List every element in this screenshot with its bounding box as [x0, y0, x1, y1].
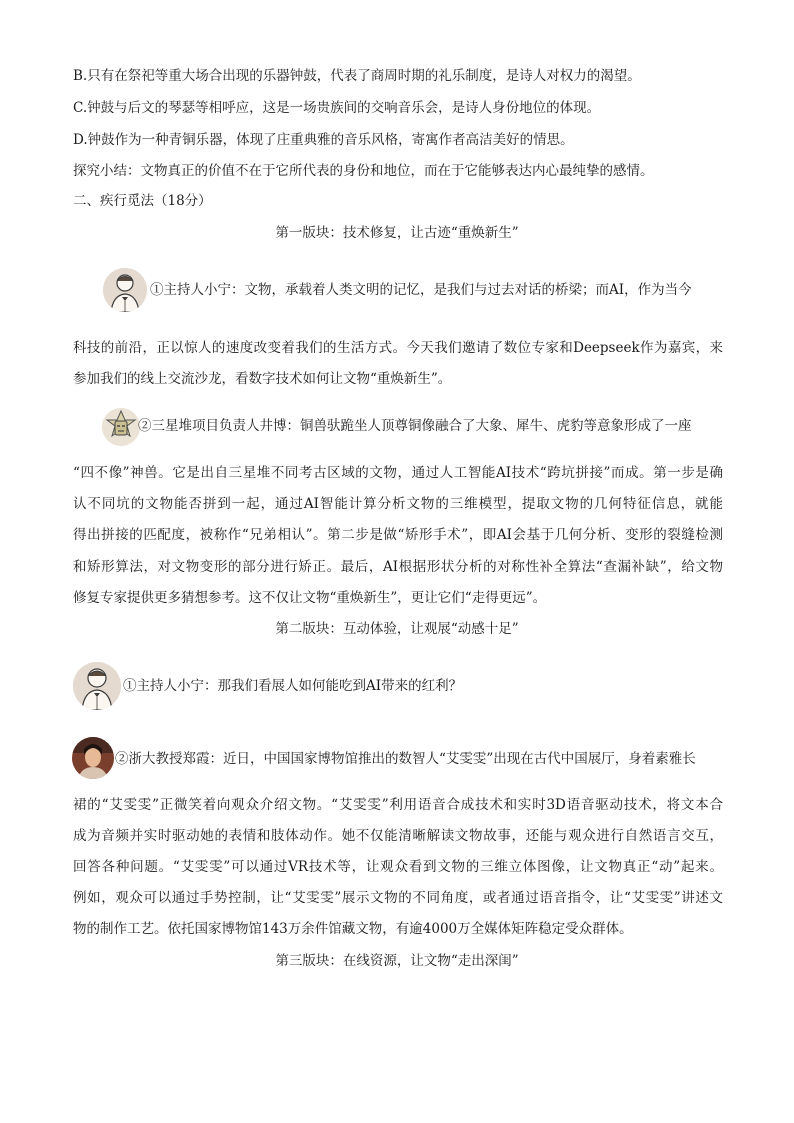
expert-speech-line-6: 修复专家提供更多猜想参考。这不仅让文物“重焕新生”，更让它们“走得更远”。 [73, 590, 547, 606]
block1-title: 第一版块：技术修复，让古迹“重焕新生” [275, 225, 519, 241]
host-speech-2: ①主持人小宁：那我们看展人如何能吃到AI带来的红利？ [123, 678, 463, 694]
block3-title: 第三版块：在线资源，让文物“走出深闺” [275, 953, 519, 969]
host-speech-1-line-2: 科技的前沿，正以惊人的速度改变着我们的生活方式。今天我们邀请了数位专家和Deepseek作为嘉宾，来 [73, 340, 723, 356]
professor-speech-line-6: 物的制作工艺。依托国家博物馆143万余件馆藏文物，有逾4000万全媒体矩阵稳定受众群体。 [73, 921, 633, 937]
expert-speech-line-4: 得出拼接的匹配度，被称作“兄弟相认”。第二步是做“矫形手术”，即AI会基于几何分析、变形的裂缝检测 [73, 527, 723, 543]
host-avatar [73, 662, 121, 710]
option-d: D.钟鼓作为一种青铜乐器，体现了庄重典雅的音乐风格，寄寓作者高洁美好的情思。 [73, 132, 574, 148]
professor-speech-line-5: 例如，观众可以通过手势控制，让“艾雯雯”展示文物的不同角度，或者通过语音指令，让“艾雯雯”讲述文 [73, 890, 723, 906]
professor-speech-line-4: 回答各种问题。“艾雯雯”可以通过VR技术等，让观众看到文物的三维立体图像，让文物真正“动”起来。 [73, 859, 723, 875]
option-b: B.只有在祭祀等重大场合出现的乐器钟鼓，代表了商周时期的礼乐制度，是诗人对权力的渴望。 [73, 68, 641, 84]
expert-speech-line-1: ②三星堆项目负责人井博：铜兽驮跪坐人顶尊铜像融合了大象、犀牛、虎豹等意象形成了一座 [138, 418, 692, 434]
professor-speech-line-1: ②浙大教授郑霞：近日，中国国家博物馆推出的数智人“艾雯雯”出现在古代中国展厅，身着素雅长 [115, 751, 696, 767]
host-speech-1-line-1: ①主持人小宁：文物，承载着人类文明的记忆，是我们与过去对话的桥梁；而AI，作为当今 [150, 282, 692, 298]
host-speech-1-line-3: 参加我们的线上交流沙龙，看数字技术如何让文物“重焕新生”。 [73, 371, 452, 387]
expert-speech-line-2: “四不像”神兽。它是出自三星堆不同考古区域的文物，通过人工智能AI技术“跨坑拼接”而成。第一步是确 [73, 465, 723, 481]
professor-speech-line-2: 裙的“艾雯雯”正微笑着向观众介绍文物。“艾雯雯”利用语音合成技术和实时3D语音驱动技术，将文本合 [73, 797, 723, 813]
expert-speech-line-3: 认不同坑的文物能否拼到一起，通过AI智能计算分析文物的三维模型，提取文物的几何特征信息，就能 [73, 496, 723, 512]
host-avatar [103, 268, 147, 312]
bronze-mask-avatar [102, 408, 140, 446]
professor-avatar [72, 737, 114, 779]
expert-speech-line-5: 和矫形算法，对文物变形的部分进行矫正。最后，AI根据形状分析的对称性补全算法“查漏补缺”，给文物 [73, 559, 723, 575]
section-heading: 二、疾行觅法（18分） [73, 193, 212, 209]
block2-title: 第二版块：互动体验，让观展“动感十足” [275, 621, 519, 637]
option-c: C.钟鼓与后文的琴瑟等相呼应，这是一场贵族间的交响音乐会，是诗人身份地位的体现。 [73, 100, 601, 116]
professor-speech-line-3: 成为音频并实时驱动她的表情和肢体动作。她不仅能清晰解读文物故事，还能与观众进行自然语言交互， [73, 828, 723, 844]
summary-text: 探究小结：文物真正的价值不在于它所代表的身份和地位，而在于它能够表达内心最纯挚的感情。 [73, 163, 654, 179]
